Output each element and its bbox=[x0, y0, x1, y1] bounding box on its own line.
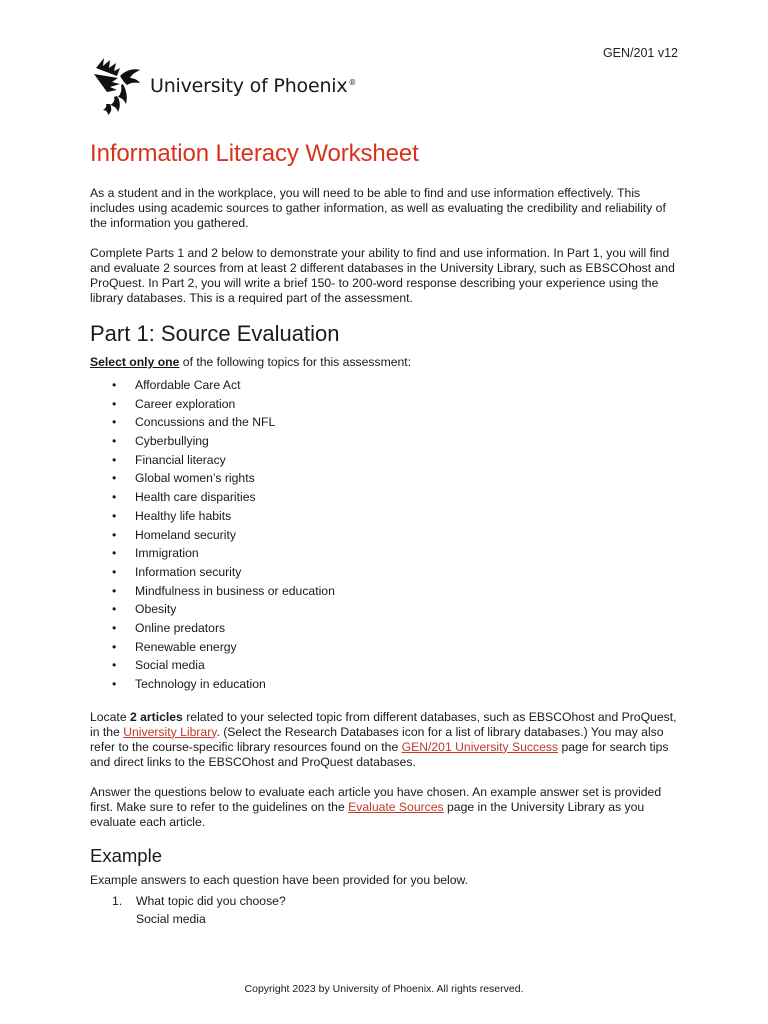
locate-articles-paragraph: Locate 2 articles related to your selected topic from different databases, such as EBSCOhost and ProQuest, in the University Library. (Select the Research Databases icon for a list of library databases.) You may also refer to the course-specific library resources found on the GEN/201 University Success page for search tips and direct links to the EBSCOhost and ProQuest databases. bbox=[90, 709, 677, 769]
question-number: 1. bbox=[112, 893, 123, 908]
example-intro: Example answers to each question have been provided for you below. bbox=[90, 872, 469, 887]
list-item: • Healthy life habits bbox=[90, 507, 680, 526]
gen201-university-success-link[interactable]: GEN/201 University Success bbox=[401, 739, 559, 754]
intro-paragraph-1: As a student and in the workplace, you will need to be able to find and use information effectively. This includes using academic sources to gather information, as well as evaluating the credibility and reliability of the information you gathered. bbox=[90, 186, 666, 230]
list-item: • Technology in education bbox=[90, 675, 680, 694]
question-text: What topic did you choose? bbox=[136, 893, 286, 908]
list-item: • Concussions and the NFL bbox=[90, 413, 680, 432]
list-item: • Financial literacy bbox=[90, 451, 680, 470]
part1-heading: Part 1: Source Evaluation bbox=[90, 321, 340, 346]
list-item: • Homeland security bbox=[90, 526, 680, 545]
list-item: • Mindfulness in business or education bbox=[90, 582, 680, 601]
worksheet-content bbox=[90, 140, 680, 928]
list-item: • Career exploration bbox=[90, 395, 680, 414]
select-only-one-emphasis: Select only one bbox=[90, 355, 180, 369]
university-library-link[interactable]: University Library bbox=[123, 724, 217, 739]
page-title: Information Literacy Worksheet bbox=[90, 140, 419, 167]
copyright-footer: Copyright 2023 by University of Phoenix. All rights reserved. bbox=[244, 983, 524, 995]
topic-list bbox=[90, 376, 680, 694]
list-item: • Cyberbullying bbox=[90, 432, 680, 451]
list-item: • Obesity bbox=[90, 600, 680, 619]
intro-paragraph-2: Complete Parts 1 and 2 below to demonstrate your ability to find and use information. In Part 1, you will find and evaluate 2 sources from at least 2 different databases in the University Library, such as EBSCOhost and ProQuest. In Part 2, you will write a brief 150- to 200-word response describing your experience using the library databases. This is a required part of the assessment. bbox=[90, 246, 675, 305]
logo-text: University of Phoenix® bbox=[150, 75, 357, 97]
answer-questions-paragraph: Answer the questions below to evaluate each article you have chosen. An example answer set is provided first. Make sure to refer to the guidelines on the Evaluate Sources page in the University Library as you evaluate each article. bbox=[90, 784, 662, 829]
evaluate-sources-link[interactable]: Evaluate Sources bbox=[348, 799, 444, 814]
list-item: • Information security bbox=[90, 563, 680, 582]
phoenix-bird-icon bbox=[90, 54, 146, 116]
list-item: • Affordable Care Act bbox=[90, 376, 680, 395]
list-item: • Renewable energy bbox=[90, 638, 680, 657]
list-item: • Global women’s rights bbox=[90, 469, 680, 488]
list-item: • Online predators bbox=[90, 619, 680, 638]
list-item: • Immigration bbox=[90, 544, 680, 563]
example-heading: Example bbox=[90, 844, 162, 866]
list-item: • Social media bbox=[90, 656, 680, 675]
question-answer: Social media bbox=[136, 912, 206, 927]
university-logo bbox=[90, 54, 356, 116]
list-item: • Health care disparities bbox=[90, 488, 680, 507]
topic-instruction: Select only one of the following topics for this assessment: bbox=[90, 355, 412, 369]
question-item bbox=[90, 892, 680, 911]
course-code: GEN/201 v12 bbox=[602, 46, 678, 60]
